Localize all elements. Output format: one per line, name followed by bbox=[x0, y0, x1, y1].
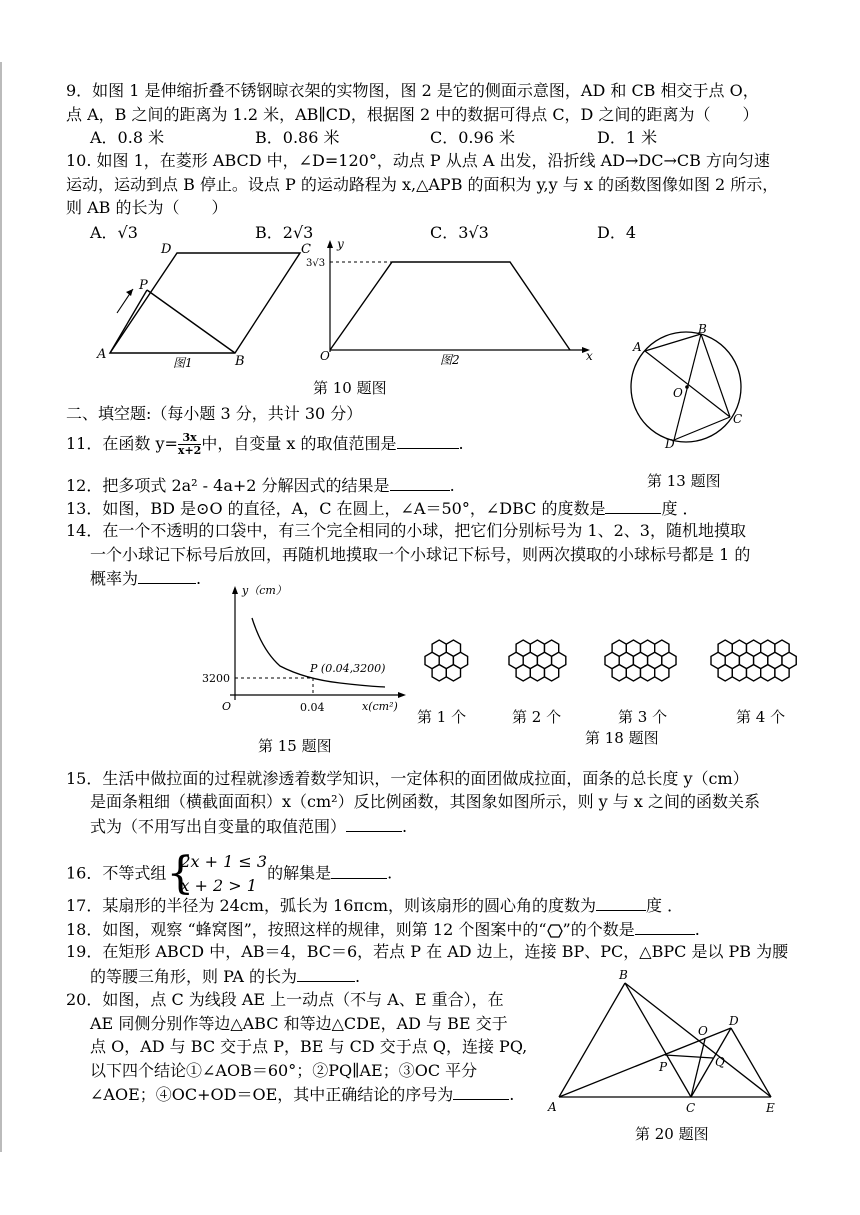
q20-line4: 以下四个结论①∠AOB＝60°；②PQ∥AE；③OC 平分 bbox=[90, 1061, 478, 1080]
q19-answer-blank[interactable] bbox=[297, 965, 355, 982]
q18-label-2: 第 2 个 bbox=[512, 708, 562, 726]
q14-end: . bbox=[196, 569, 202, 588]
q14-line2: 一个小球记下标号后放回，再随机地摸取一个小球记下标号，则两次摸取的小球标号都是 1 的 bbox=[90, 545, 751, 564]
q18-pre: 18．如图，观察 “蜂窝图”，按照这样的规律，则第 12 个图案中的“ bbox=[66, 920, 547, 939]
q20-figure-caption: 第 20 题图 bbox=[635, 1125, 709, 1143]
q10-option-a: A．√3 bbox=[90, 223, 138, 242]
q16-inequality-2: x + 2 > 1 bbox=[180, 876, 257, 895]
origin-label: O bbox=[222, 700, 232, 713]
q10-option-b: B．2√3 bbox=[255, 223, 314, 242]
label-b: B bbox=[698, 322, 707, 336]
xtick-label: 0.04 bbox=[300, 701, 325, 714]
q20-text: ∠AOE；④OC+OD＝OE，其中正确结论的序号为 bbox=[90, 1085, 454, 1104]
x-label: x bbox=[586, 349, 593, 363]
q19-text: 的等腰三角形，则 PA 的长为 bbox=[90, 967, 298, 986]
label-d: D bbox=[665, 437, 675, 451]
center-dot bbox=[685, 385, 689, 389]
q9-line1: 9．如图 1 是伸缩折叠不锈钢晾衣架的实物图，图 2 是它的侧面示意图，AD 和 CB 相交于点 O， bbox=[66, 81, 759, 100]
q10-line1: 10. 如图 1，在菱形 ABCD 中，∠D=120°，动点 P 从点 A 出发，沿折线 AD→DC→CB 方向匀速 bbox=[66, 151, 770, 170]
label-a: A bbox=[97, 347, 107, 362]
q11-pre: 11．在函数 y= bbox=[66, 434, 178, 453]
q14-text: 概率为 bbox=[90, 569, 139, 588]
q19-end: . bbox=[355, 967, 361, 986]
honeycomb-cell bbox=[626, 665, 640, 681]
label-p: P bbox=[659, 1060, 668, 1074]
q11-denominator: x+2 bbox=[177, 444, 202, 457]
q11 bbox=[66, 432, 464, 457]
q16 bbox=[66, 850, 392, 898]
label-c: C bbox=[686, 1101, 696, 1115]
q12-answer-blank[interactable] bbox=[390, 474, 450, 491]
honeycomb-cell bbox=[655, 665, 669, 681]
q9-option-c: C．0.96 米 bbox=[430, 128, 515, 147]
honeycomb-cell bbox=[747, 665, 761, 681]
honeycomb-cell bbox=[516, 665, 530, 681]
q13 bbox=[66, 497, 699, 520]
q14-answer-blank[interactable] bbox=[138, 567, 196, 584]
label-b: B bbox=[235, 354, 245, 369]
honeycomb-cell bbox=[432, 665, 446, 681]
q15-figure-graph bbox=[202, 580, 410, 715]
q15-line2: 是面条粗细（横截面面积）x（cm²）反比例函数，其图象如图所示，则 y 与 x 之间的函数关系 bbox=[90, 792, 760, 811]
origin-label: O bbox=[320, 349, 330, 363]
hyperbola-curve bbox=[252, 618, 385, 687]
q11-answer-blank[interactable] bbox=[397, 432, 459, 449]
q15-end: . bbox=[402, 817, 408, 836]
q15-text: 式为（不用写出自变量的取值范围） bbox=[90, 817, 347, 836]
segment-pa bbox=[110, 290, 147, 353]
segment-oc bbox=[691, 1039, 705, 1097]
q17 bbox=[66, 894, 683, 917]
q12-text: 12．把多项式 2a² - 4a+2 分解因式的结果是 bbox=[66, 476, 390, 495]
q20-line1: 20．如图，点 C 为线段 AE 上一动点（不与 A、E 重合），在 bbox=[66, 990, 504, 1009]
segment-pb bbox=[147, 290, 235, 353]
point-label: P (0.04,3200) bbox=[310, 662, 386, 675]
segment-be bbox=[625, 983, 771, 1097]
rhombus-abcd bbox=[110, 253, 300, 353]
x-label: x(cm²) bbox=[362, 700, 398, 713]
label-o: O bbox=[673, 386, 683, 400]
ytick-label: 3200 bbox=[202, 672, 230, 685]
label-b: B bbox=[619, 968, 628, 982]
q16-brace: { bbox=[166, 848, 195, 899]
q19-line1: 19．在矩形 ABCD 中，AB＝4，BC＝6，若点 P 在 AD 边上，连接 BP、PC，△BPC 是以 PB 为腰 bbox=[66, 942, 789, 961]
fig2-caption: 图2 bbox=[440, 353, 460, 367]
honeycomb-cell bbox=[446, 665, 460, 681]
q20-line5 bbox=[90, 1083, 514, 1106]
q19-line2 bbox=[90, 965, 360, 988]
label-c: C bbox=[733, 412, 743, 426]
q15-line3 bbox=[90, 815, 407, 838]
q10-figure-caption: 第 10 题图 bbox=[313, 379, 387, 397]
q9-option-b: B．0.86 米 bbox=[255, 128, 340, 147]
label-a: A bbox=[548, 1100, 557, 1114]
label-d: D bbox=[729, 1014, 739, 1028]
hexagon-icon bbox=[547, 924, 563, 938]
q11-numerator: 3x bbox=[178, 432, 201, 445]
q13-figure-circle bbox=[625, 322, 750, 451]
segment-de bbox=[731, 1028, 771, 1097]
q18-label-4: 第 4 个 bbox=[736, 708, 786, 726]
honeycomb-cell bbox=[641, 665, 655, 681]
q16-answer-blank[interactable] bbox=[331, 862, 387, 879]
q9-line2: 点 A，B 之间的距离为 1.2 米，AB∥CD，根据图 2 中的数据可得点 C，D 之间的距离为（ ） bbox=[66, 105, 759, 124]
label-d: D bbox=[161, 242, 172, 257]
q17-text: 17．某扇形的半径为 24cm，弧长为 16πcm，则该扇形的圆心角的度数为 bbox=[66, 896, 597, 915]
q18-figure-caption: 第 18 题图 bbox=[585, 729, 659, 747]
segment-ab bbox=[559, 983, 625, 1097]
section-2-heading: 二、填空题:（每小题 3 分，共计 30 分） bbox=[66, 404, 363, 423]
honeycomb-cell bbox=[530, 665, 544, 681]
q10-option-d: D．4 bbox=[597, 223, 637, 242]
q10-line2: 运动，运动到点 B 停止。设点 P 的运动路程为 x,△APB 的面积为 y,y 与 x 的函数图像如图 2 所示， bbox=[66, 175, 779, 194]
q16-inequality-system bbox=[166, 850, 267, 898]
q14-line1: 14．在一个不透明的口袋中，有三个完全相同的小球，把它们分别标号为 1、2、3，随机地摸取 bbox=[66, 521, 746, 540]
q13-text: 13．如图，BD 是⊙O 的直径，A，C 在圆上，∠A＝50°，∠DBC 的度数是 bbox=[66, 499, 606, 518]
label-q: Q bbox=[715, 1055, 725, 1069]
segment-bc bbox=[625, 983, 691, 1097]
q16-inequality-1: 2x + 1 ≤ 3 bbox=[180, 852, 268, 871]
q18-post: ”的个数是 bbox=[562, 920, 635, 939]
q11-post: 中，自变量 x 的取值范围是 bbox=[201, 434, 397, 453]
q15-line1: 15．生活中做拉面的过程就渗透着数学知识，一定体积的面团做成拉面，面条的总长度 y（cm） bbox=[66, 769, 749, 788]
fig1-caption: 图1 bbox=[173, 356, 193, 370]
segment-pq bbox=[665, 1055, 713, 1058]
q20-line3: 点 O，AD 与 BC 交于点 P，BE 与 CD 交于点 Q，连接 PQ, bbox=[90, 1037, 528, 1056]
honeycomb-cell bbox=[761, 665, 775, 681]
honeycomb-cell bbox=[732, 665, 746, 681]
q12-end: . bbox=[449, 476, 455, 495]
q17-end: 度 ． bbox=[646, 896, 684, 915]
honeycomb-cell bbox=[612, 665, 626, 681]
q18-label-3: 第 3 个 bbox=[618, 708, 668, 726]
label-p: P bbox=[139, 278, 148, 293]
q20-answer-blank[interactable] bbox=[453, 1083, 509, 1100]
q16-end: . bbox=[387, 863, 393, 883]
q20-line2: AE 同侧分别作等边△ABC 和等边△CDE，AD 与 BE 交于 bbox=[90, 1014, 508, 1033]
honeycomb-cell bbox=[545, 665, 559, 681]
page-edge-bar bbox=[0, 62, 2, 1152]
q17-answer-blank[interactable] bbox=[596, 894, 646, 911]
honeycomb-cell bbox=[775, 665, 789, 681]
label-e: E bbox=[766, 1101, 775, 1115]
chord-bc bbox=[701, 334, 730, 417]
q20-figure-triangles bbox=[545, 965, 790, 1115]
q16-post: 的解集是 bbox=[267, 863, 332, 883]
q16-pre: 16．不等式组 bbox=[66, 863, 167, 883]
q11-end: . bbox=[458, 434, 464, 453]
q11-fraction bbox=[178, 432, 201, 457]
q15-figure-caption: 第 15 题图 bbox=[258, 737, 332, 755]
y-label: y（cm） bbox=[242, 584, 287, 597]
q12 bbox=[66, 474, 455, 497]
q18-end: . bbox=[694, 920, 700, 939]
q18-answer-blank[interactable] bbox=[635, 918, 695, 935]
q14-line3 bbox=[90, 567, 201, 590]
segment-cd bbox=[691, 1028, 731, 1097]
honeycomb-cell bbox=[718, 665, 732, 681]
q20-end: . bbox=[509, 1085, 515, 1104]
q10-line3: 则 AB 的长为（ ） bbox=[66, 198, 228, 217]
q9-option-d: D．1 米 bbox=[597, 128, 658, 147]
segment-ad bbox=[559, 1028, 731, 1097]
q18-label-1: 第 1 个 bbox=[417, 708, 467, 726]
q18 bbox=[66, 918, 700, 941]
label-a: A bbox=[633, 340, 642, 354]
q10-figure2-graph bbox=[300, 237, 600, 370]
q9-option-a: A．0.8 米 bbox=[90, 128, 165, 147]
ytick-label: 3√3 bbox=[306, 258, 326, 269]
q15-answer-blank[interactable] bbox=[346, 815, 402, 832]
q13-end: 度 ． bbox=[661, 499, 699, 518]
q10-option-c: C．3√3 bbox=[430, 223, 489, 242]
label-c: C bbox=[301, 242, 311, 257]
q10-figure1-rhombus bbox=[95, 242, 315, 375]
chord-ac bbox=[645, 351, 730, 417]
trapezoid-curve bbox=[330, 262, 570, 350]
y-label: y bbox=[337, 237, 344, 251]
q13-answer-blank[interactable] bbox=[605, 497, 661, 514]
label-o: O bbox=[698, 1024, 708, 1038]
q13-figure-caption: 第 13 题图 bbox=[647, 472, 721, 490]
